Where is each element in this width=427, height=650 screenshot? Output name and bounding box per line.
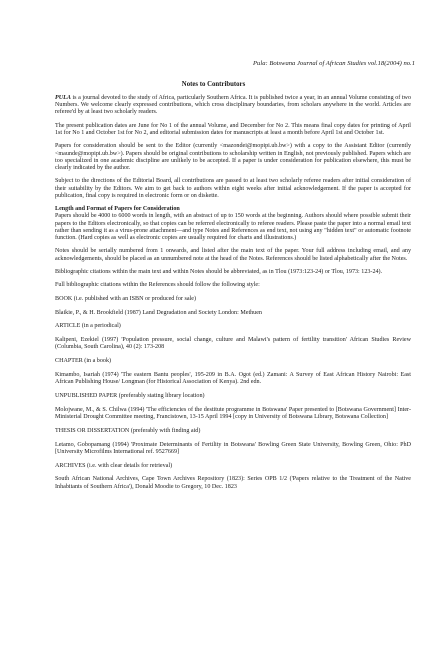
journal-name: PULA [55, 95, 71, 101]
running-header: Pula: Botswana Journal of African Studies vol.18(2004) no.1 [253, 60, 415, 67]
submission-paragraph: Papers for consideration should be sent to the Editor (currently <mazondei@mopipi.ub.bw>) with a copy to the Assistant Editor (currently <maunde@mopipi.ub.bw>). Papers should be original contributions to scholarship written in English, not previously published. Papers which are too specialized in one academic discipline are unlikely to be accepted. If a paper is under consideration for publication elsewhere, this must be clearly indicated by the author. [55, 143, 411, 171]
citations-paragraph: Bibliographic citations within the main text and within Notes should be abbreviated, as in Tlou (1973:123-24) or Tlou, 1973: 123-24). [55, 268, 383, 275]
referees-paragraph: Subject to the directions of the Editorial Board, all contributions are passed to at least two scholarly referee readers after initial consideration of their suitability by the Editors. We aim to get back to authors within eight weeks after initial acknowledgement. If the paper is accepted for publication, final copy is required in electronic form or on diskette. [55, 178, 411, 199]
notes-paragraph: Notes should be serially numbered from 1 onwards, and listed after the main text of the paper. Your full address including email, and any acknowledgements, should be placed as an unnumbered note at the head of the Notes. References should be listed alphabetically after the Notes. [55, 248, 411, 262]
reference-example: Kalipeni, Ezekiel (1997) 'Population pressure, social change, culture and Malawi's pattern of fertility transition' African Studies Review (Columbia, South Carolina), 40 (2): 173-208 [55, 337, 411, 351]
reference-category: ARTICLE (in a periodical) [55, 323, 121, 330]
length-format-paragraph: Papers should be 4000 to 6000 words in length, with an abstract of up to 150 words at the beginning. Authors should where possible submit their papers to the Editors electronically, so that copies can be referred electronically to referee readers. Please paste the paper into a normal email text rather than sending it as a virus-prone attachment—and type Notes and References as end text, not using any "hidden text" or automatic footnote function. (Hard copies as well as electronic copies are usually required for charts and illustrations.) [55, 213, 411, 241]
intro-paragraph [55, 95, 411, 117]
full-citations-paragraph: Full bibliographic citations within the References should follow the following style: [55, 282, 260, 289]
intro-text: is a journal devoted to the study of Africa, particularly Southern Africa. It is published twice a year, in an annual Volume consisting of two Numbers. We welcome clearly expressed contributions, which cross disciplinary boundaries, from scholars anywhere in the world. Articles are referee'd by at least two scholarly readers. [55, 95, 411, 116]
reference-category: CHAPTER (in a book) [55, 358, 112, 365]
reference-example: Kimambo, Isariah (1974) 'The eastern Bantu peoples', 195-209 in B.A. Ogot (ed.) Zamani: A Survey of East African History Nairobi: East African Publishing House/ Longman (for Historical Association of Kenya). 2nd edn. [55, 371, 411, 386]
reference-category: THESIS OR DISSERTATION (preferably with finding aid) [55, 427, 201, 434]
reference-example: Letamo, Gobopamang (1994) 'Proximate Determinants of Fertility in Botswana' Bowling Green State University, Bowling Green, Ohio: PhD [University Microfilms International ref. 9527669] [55, 441, 411, 455]
reference-example: South African National Archives, Cape Town Archives Repository (1823): Series OPB 1/2 ('Papers relative to the Treatment of the Native Inhabitants of Southern Africa'), Donald Moodie to Gregory, 10 Dec. 1823 [55, 476, 411, 490]
reference-example: Molojwane, M., & S. Chilwa (1994) 'The efficiencies of the destitute programme in Botswana' Paper presented to [Botswana Government] Inter-Ministerial Drought Committee meeting, Francistown, 13-15 April 1994 [copy in University of Botswana Library, Botswana Collection] [55, 406, 411, 420]
document-body [55, 95, 411, 497]
reference-category: UNPUBLISHED PAPER (preferably stating library location) [55, 392, 205, 399]
reference-category: ARCHIVES (i.e. with clear details for retrieval) [55, 462, 173, 469]
publication-dates-paragraph: The present publication dates are June for No 1 of the annual Volume, and December for No 2. This means final copy dates for printing of April 1st for No 1 and October 1st for No 2, and editorial submission dates for manuscripts at least a month before April 1st and October 1st. [55, 122, 411, 136]
section-heading: Length and Format of Papers for Consideration [55, 206, 180, 213]
reference-category: BOOK (i.e. published with an ISBN or produced for sale) [55, 295, 196, 302]
reference-example: Blaikie, P., & H. Brookfield (1987) Land Degradation and Society London: Methuen [55, 309, 262, 316]
page-title: Notes to Contributors [181, 81, 246, 88]
